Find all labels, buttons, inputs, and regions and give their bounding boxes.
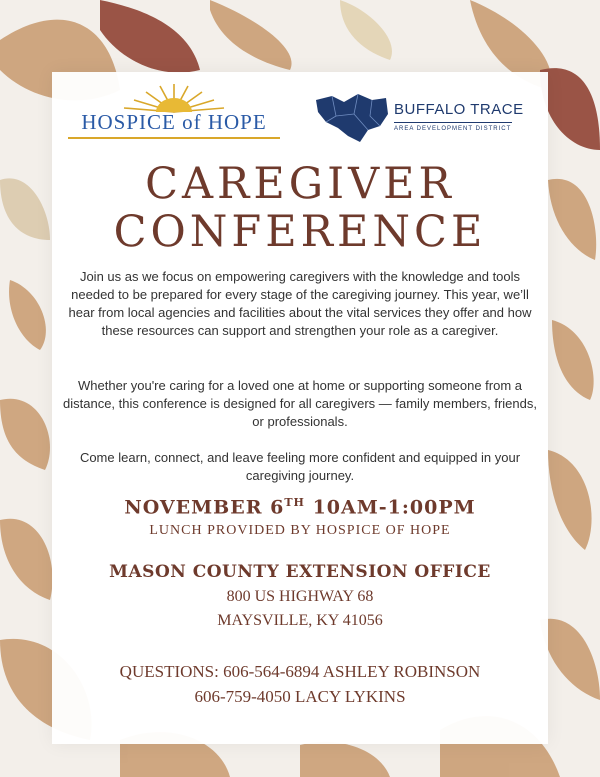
leaf-icon — [548, 450, 592, 550]
leaf-icon — [0, 399, 50, 470]
audience-paragraph: Whether you're caring for a loved one at home or supporting someone from a distance, this conference is designed for all caregivers — family members, friends, or professionals. — [63, 378, 537, 429]
leaf-icon — [9, 280, 46, 350]
event-date-time — [52, 496, 548, 518]
leaf-icon — [540, 619, 600, 700]
buffalo-trace-logo — [314, 92, 544, 148]
district-name: BUFFALO TRACE — [394, 101, 524, 118]
intro-paragraph: Join us as we focus on empowering caregivers with the knowledge and tools needed to be prepared for every stage of the caregiving journey. This year, we’ll hear from local agencies and facilities about the vital services they offer and how these resources can support and strengthen your role as a caregiver. — [68, 269, 532, 338]
hospice-underline — [68, 137, 280, 139]
district-divider — [394, 122, 512, 123]
contact-line-2: 606-759-4050 LACY LYKINS — [194, 687, 406, 706]
district-subtitle: AREA DEVELOPMENT DISTRICT — [394, 126, 512, 132]
leaf-icon — [540, 68, 600, 150]
venue-name: MASON COUNTY EXTENSION OFFICE — [109, 562, 491, 582]
event-date: NOVEMBER 6 — [124, 496, 285, 519]
lunch-note: LUNCH PROVIDED BY HOSPICE OF HOPE — [149, 523, 451, 538]
leaf-icon — [100, 0, 200, 73]
closing-paragraph: Come learn, connect, and leave feeling more confident and equipped in your caregiving journey. — [79, 450, 521, 483]
venue-address-line-2: MAYSVILLE, KY 41056 — [217, 612, 383, 629]
event-time: 10AM-1:00PM — [312, 496, 476, 519]
leaf-icon — [210, 0, 292, 70]
title-line-1: CAREGIVER — [145, 159, 455, 209]
leaf-icon — [300, 742, 390, 777]
hospice-of-hope-logo — [64, 82, 284, 144]
logo-bar — [52, 72, 548, 152]
hospice-name: HOSPICE of HOPE — [81, 110, 267, 134]
leaf-icon — [552, 320, 594, 400]
leaf-icon — [548, 179, 596, 260]
leaf-icon — [0, 178, 50, 240]
contact-line-1: QUESTIONS: 606-564-6894 ASHLEY ROBINSON — [119, 662, 481, 681]
kentucky-region-map-icon — [314, 92, 390, 144]
leaf-icon — [340, 0, 392, 60]
venue-address-line-1: 800 US HIGHWAY 68 — [226, 588, 374, 605]
leaf-icon — [0, 519, 53, 600]
event-date-suffix: TH — [284, 496, 305, 509]
flyer-card — [52, 72, 548, 744]
title-line-2: CONFERENCE — [113, 207, 487, 257]
